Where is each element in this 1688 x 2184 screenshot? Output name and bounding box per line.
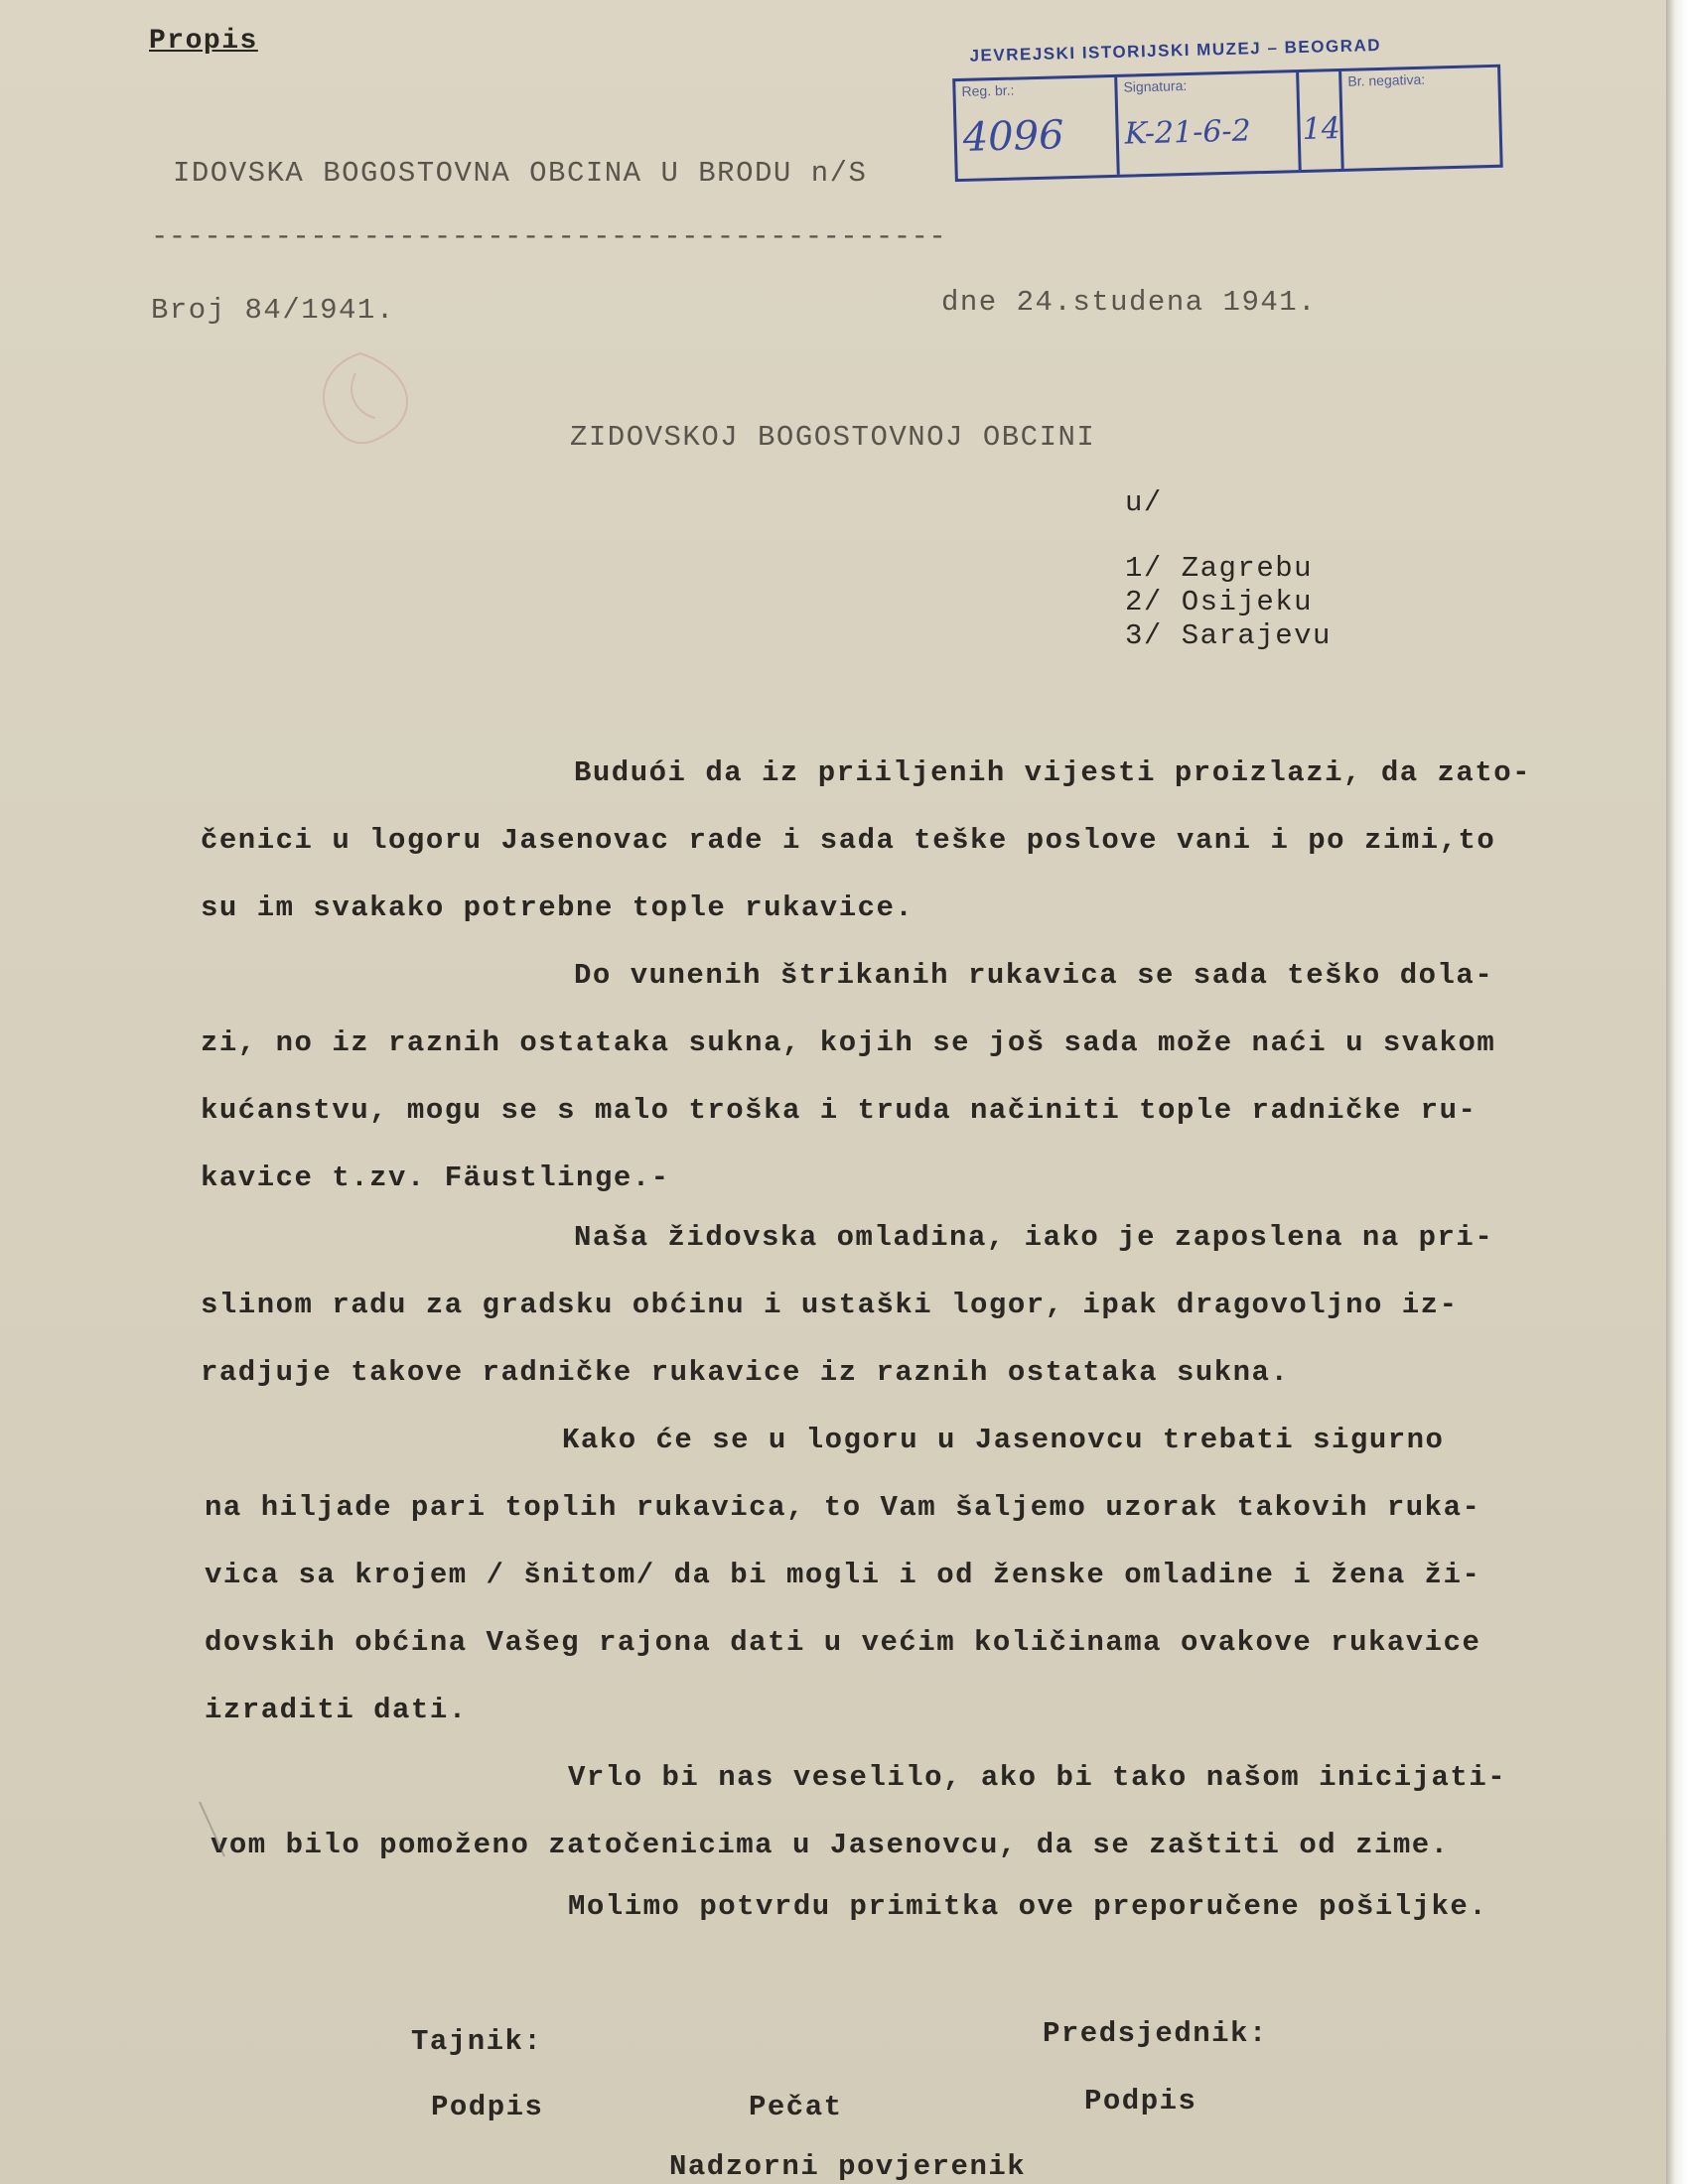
stamp-reg-cell xyxy=(955,77,1120,179)
body-line-11: Kako će se u logoru u Jasenovcu trebati sigurno xyxy=(562,1424,1445,1456)
body-line-7: kavice t.zv. Fäustlinge.- xyxy=(201,1161,670,1194)
president-label: Predsjednik: xyxy=(1043,2017,1268,2050)
paper-fold-mark xyxy=(195,1797,234,1876)
recipient-city-2: 2/ Osijeku xyxy=(1125,586,1314,618)
body-line-16: Vrlo bi nas veselilo, ako bi tako našom inicijati- xyxy=(568,1761,1507,1794)
header-mark: Propis xyxy=(149,26,258,57)
stamp-signatura-value: K-21-6-2 xyxy=(1124,113,1252,152)
secretary-label: Tajnik: xyxy=(411,2025,543,2058)
supervisor-label: Nadzorni povjerenik xyxy=(669,2150,1027,2183)
body-line-15: izraditi dati. xyxy=(205,1694,468,1726)
recipient-name: ZIDOVSKOJ BOGOSTOVNOJ OBCINI xyxy=(570,421,1096,454)
stamp-reg-value: 4096 xyxy=(962,112,1065,161)
body-line-17: vom bilo pomoženo zatočenicima u Jasenovcu, da se zaštiti od zime. xyxy=(211,1829,1450,1861)
stamp-reg-label: Reg. br.: xyxy=(961,81,1015,99)
stamp-extra-cell xyxy=(1299,71,1344,170)
body-line-18: Molimo potvrdu primitka ove preporučene pošiljke. xyxy=(568,1890,1488,1923)
stamp-signatura-label: Signatura: xyxy=(1123,77,1188,95)
body-line-3: su im svakako potrebne tople rukavice. xyxy=(201,891,914,924)
body-line-4: Do vunenih štrikanih rukavica se sada teško dola- xyxy=(574,959,1494,992)
stamp-title: JEVREJSKI ISTORIJSKI MUZEJ – BEOGRAD xyxy=(969,35,1382,66)
body-line-13: vica sa krojem / šnitom/ da bi mogli i od ženske omladine i žena ži- xyxy=(205,1559,1481,1591)
body-line-1: Buduói da iz priiljenih vijesti proizlazi, da zato- xyxy=(574,756,1532,789)
recipient-city-1: 1/ Zagrebu xyxy=(1125,552,1314,585)
body-line-5: zi, no iz raznih ostataka sukna, kojih se još sada može naći u svakom xyxy=(201,1026,1496,1059)
scan-edge xyxy=(1666,0,1688,2184)
body-line-10: radjuje takove radničke rukavice iz raznih ostataka sukna. xyxy=(201,1356,1290,1389)
stamp-box xyxy=(952,65,1503,182)
body-line-8: Naša židovska omladina, iako je zaposlena na pri- xyxy=(574,1221,1494,1254)
sender-name: IDOVSKA BOGOSTOVNA OBCINA U BRODU n/S xyxy=(173,157,868,190)
body-line-9: slinom radu za gradsku obćinu i ustaški logor, ipak dragovoljno iz- xyxy=(201,1289,1459,1321)
recipient-prefix: u/ xyxy=(1125,486,1163,519)
recipient-city-3: 3/ Sarajevu xyxy=(1125,619,1332,652)
separator-line: --------------------------------------------- xyxy=(151,220,947,253)
reference-number: Broj 84/1941. xyxy=(151,294,395,327)
body-line-14: dovskih obćina Vašeg rajona dati u većim količinama ovakove rukavice xyxy=(205,1626,1481,1659)
document-date: dne 24.studena 1941. xyxy=(941,286,1318,319)
body-line-12: na hiljade pari toplih rukavica, to Vam šaljemo uzorak takovih ruka- xyxy=(205,1491,1481,1524)
body-line-6: kućanstvu, mogu se s malo troška i truda načiniti tople radničke ru- xyxy=(201,1094,1477,1127)
secretary-signature: Podpis xyxy=(431,2091,544,2123)
body-line-2: čenici u logoru Jasenovac rade i sada teške poslove vani i po zimi,to xyxy=(201,824,1496,857)
seal-label: Pečat xyxy=(749,2091,843,2123)
stamp-signatura-cell xyxy=(1117,72,1302,175)
faint-stamp-mark xyxy=(286,334,435,463)
museum-stamp xyxy=(949,25,1501,188)
stamp-negativ-label: Br. negativa: xyxy=(1347,70,1426,89)
stamp-negativ-cell xyxy=(1341,68,1500,169)
stamp-extra-value: 14 xyxy=(1302,110,1341,147)
president-signature: Podpis xyxy=(1084,2085,1197,2117)
